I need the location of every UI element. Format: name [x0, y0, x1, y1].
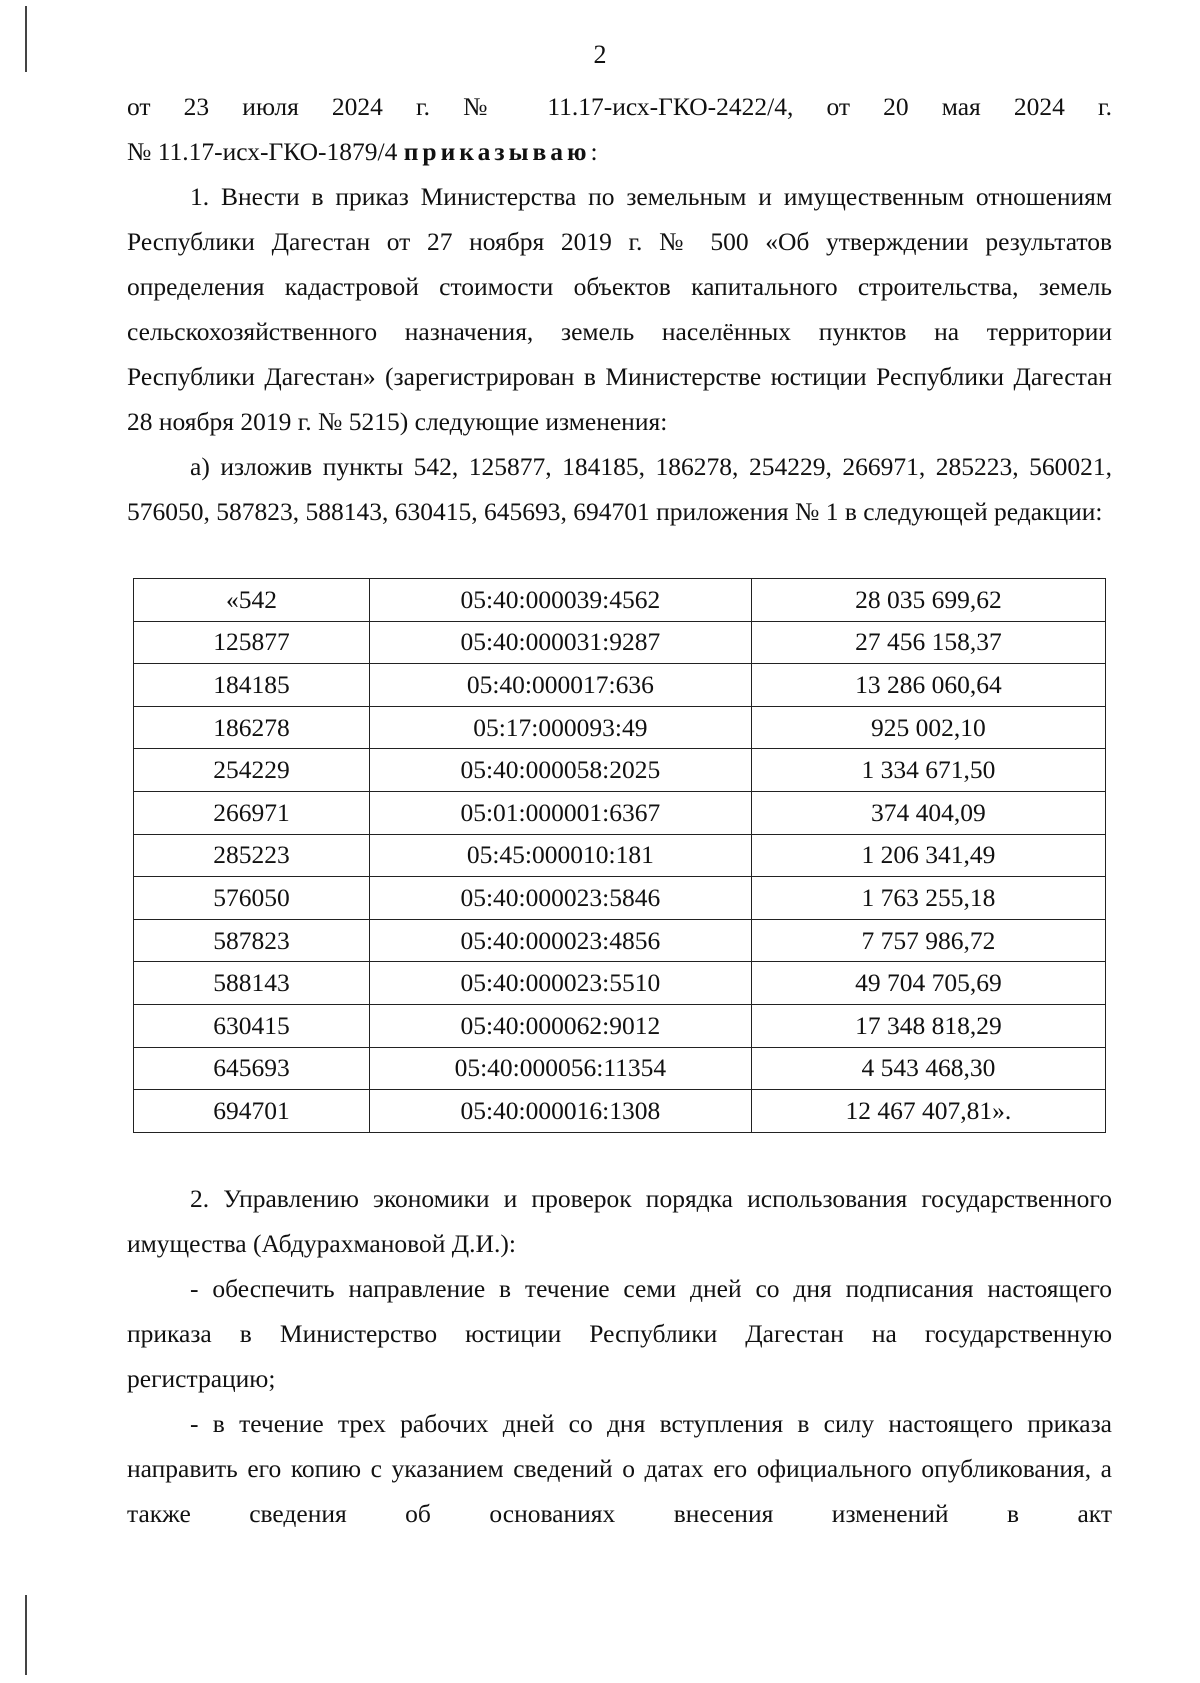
row-number-cell: 184185 [134, 664, 370, 707]
cadastral-number-cell: 05:40:000062:9012 [369, 1004, 751, 1047]
cadastral-number-cell: 05:40:000017:636 [369, 664, 751, 707]
row-number-cell: 125877 [134, 621, 370, 664]
cadastral-value-cell: 13 286 060,64 [751, 664, 1105, 707]
table-row [134, 791, 1106, 834]
cadastral-value-cell: 1 206 341,49 [751, 834, 1105, 877]
row-number-cell: 254229 [134, 749, 370, 792]
scan-margin-line-bottom [25, 1595, 27, 1675]
cadastral-value-cell: 49 704 705,69 [751, 962, 1105, 1005]
cadastral-number-cell: 05:40:000056:11354 [369, 1047, 751, 1090]
intro-line-2-suffix: : [590, 137, 598, 166]
cadastral-number-cell: 05:40:000039:4562 [369, 579, 751, 622]
cadastral-value-cell: 925 002,10 [751, 706, 1105, 749]
cadastral-value-cell: 28 035 699,62 [751, 579, 1105, 622]
table-row [134, 749, 1106, 792]
intro-line-2-prefix: № 11.17-исх-ГКО-1879/4 [127, 137, 404, 166]
item-2-bullet-2: - в течение трех рабочих дней со дня вступления в силу настоящего приказа направить его копию с указанием сведений о датах его официального опубликования, а также сведения об основаниях внесения изменений в акт [127, 1409, 1112, 1528]
cadastral-value-cell: 1 763 255,18 [751, 877, 1105, 920]
table-row [134, 962, 1106, 1005]
row-number-cell: 285223 [134, 834, 370, 877]
table-row [134, 834, 1106, 877]
cadastral-value-cell: 17 348 818,29 [751, 1004, 1105, 1047]
table-row [134, 1047, 1106, 1090]
row-number-cell: 266971 [134, 791, 370, 834]
intro-line: от 23 июля 2024 г. № 11.17-исх-ГКО-2422/4, от 20 мая 2024 г. [127, 92, 1112, 121]
item-1: 1. Внести в приказ Министерства по земельным и имущественным отношениям Республики Дагестан от 27 ноября 2019 г. № 500 «Об утверждении результатов определения кадастровой стоимости объектов капитального строительства, земель сельскохозяйственного назначения, земель населённых пунктов на территории Республики Дагестан» (зарегистрирован в Министерстве юстиции Республики Дагестан 28 ноября 2019 г. № 5215) следующие изменения: [127, 182, 1112, 436]
cadastral-value-cell: 12 467 407,81». [751, 1090, 1105, 1133]
table-row [134, 1004, 1106, 1047]
table-row [134, 877, 1106, 920]
page-number: 2 [593, 40, 607, 69]
cadastral-table [133, 578, 1106, 1133]
row-number-cell: 588143 [134, 962, 370, 1005]
row-number-cell: «542 [134, 579, 370, 622]
row-number-cell: 186278 [134, 706, 370, 749]
body-text-top [127, 84, 1112, 534]
cadastral-value-cell: 4 543 468,30 [751, 1047, 1105, 1090]
cadastral-number-cell: 05:45:000010:181 [369, 834, 751, 877]
table-row [134, 621, 1106, 664]
order-word: приказываю [403, 137, 591, 166]
cadastral-number-cell: 05:01:000001:6367 [369, 791, 751, 834]
item-2: 2. Управлению экономики и проверок порядка использования государственного имущества (Абдурахмановой Д.И.): [127, 1184, 1112, 1258]
cadastral-number-cell: 05:40:000023:4856 [369, 919, 751, 962]
cadastral-number-cell: 05:40:000023:5846 [369, 877, 751, 920]
cadastral-number-cell: 05:17:000093:49 [369, 706, 751, 749]
cadastral-value-cell: 374 404,09 [751, 791, 1105, 834]
item-1a: а) изложив пункты 542, 125877, 184185, 186278, 254229, 266971, 285223, 560021, 576050, 587823, 588143, 630415, 645693, 694701 приложения № 1 в следующей редакции: [127, 452, 1112, 526]
cadastral-table-body [134, 579, 1106, 1133]
intro-line-2 [127, 129, 1112, 174]
row-number-cell: 694701 [134, 1090, 370, 1133]
cadastral-number-cell: 05:40:000016:1308 [369, 1090, 751, 1133]
row-number-cell: 645693 [134, 1047, 370, 1090]
cadastral-value-cell: 7 757 986,72 [751, 919, 1105, 962]
cadastral-number-cell: 05:40:000058:2025 [369, 749, 751, 792]
table-row [134, 919, 1106, 962]
row-number-cell: 587823 [134, 919, 370, 962]
cadastral-value-cell: 27 456 158,37 [751, 621, 1105, 664]
row-number-cell: 630415 [134, 1004, 370, 1047]
table-row [134, 1090, 1106, 1133]
body-text-bottom [127, 1176, 1112, 1536]
cadastral-number-cell: 05:40:000031:9287 [369, 621, 751, 664]
item-2-bullet-1: - обеспечить направление в течение семи дней со дня подписания настоящего приказа в Министерство юстиции Республики Дагестан на государственную регистрацию; [127, 1274, 1112, 1393]
cadastral-number-cell: 05:40:000023:5510 [369, 962, 751, 1005]
table-row [134, 706, 1106, 749]
table-row [134, 579, 1106, 622]
row-number-cell: 576050 [134, 877, 370, 920]
cadastral-value-cell: 1 334 671,50 [751, 749, 1105, 792]
table-row [134, 664, 1106, 707]
